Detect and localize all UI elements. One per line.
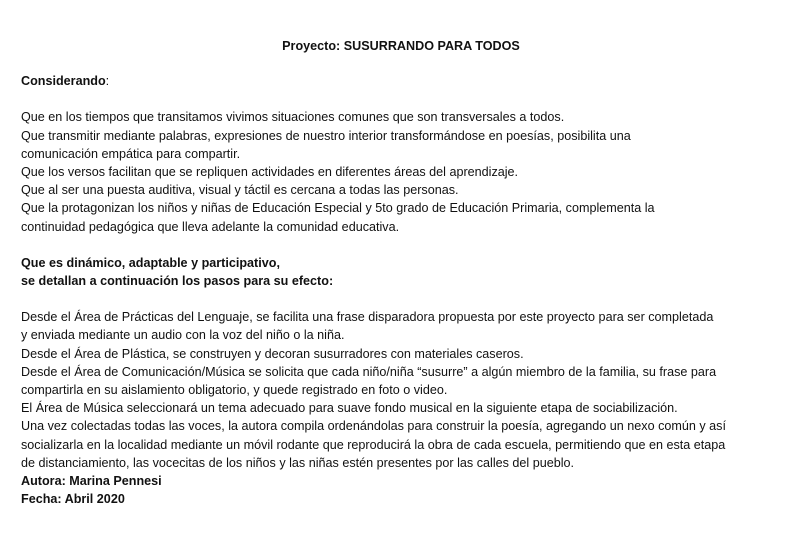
consideration-item: Que en los tiempos que transitamos vivimos situaciones comunes que son transversales a todos. <box>21 110 565 125</box>
consideration-item: Que la protagonizan los niños y niñas de Educación Especial y 5to grado de Educación Primaria, complementa la continuidad pedagógica que lleva adelante la comunidad educativa. <box>21 201 655 234</box>
step-item: Desde el Área de Plástica, se construyen y decoran susurradores con materiales caseros. <box>21 346 524 361</box>
considerando-label: Considerando <box>21 74 106 89</box>
steps-list <box>21 308 781 472</box>
step-item: Desde el Área de Comunicación/Música se solicita que cada niño/niña “susurre” a algún miembro de la familia, su frase para compartirla en su aislamiento obligatorio, y quede registrado en foto o video. <box>21 364 717 398</box>
summary-line: Que es dinámico, adaptable y participativo, <box>21 255 280 270</box>
spacer <box>21 90 781 108</box>
summary <box>21 254 781 290</box>
considerations-list <box>21 108 781 235</box>
date-line: Fecha: Abril 2020 <box>21 492 125 507</box>
spacer <box>21 236 781 254</box>
consideration-item: Que al ser una puesta auditiva, visual y táctil es cercana a todas las personas. <box>21 183 459 198</box>
step-item: Desde el Área de Prácticas del Lenguaje, se facilita una frase disparadora propuesta por este proyecto para ser completada y enviada mediante un audio con la voz del niño o la niña. <box>21 310 714 343</box>
considerando-colon: : <box>105 74 110 89</box>
step-item: Una vez colectadas todas las voces, la autora compila ordenándolas para construir la poesía, agregando un nexo común y así socializarla en la localidad mediante un móvil rodante que reproducirá la obra de cada escuela, permitiendo que en esta etapa de distanciamiento, las vocecitas de los niños y las niñas estén presentes por las calles del pueblo. <box>21 419 726 470</box>
spacer <box>21 290 781 308</box>
consideration-item: Que transmitir mediante palabras, expresiones de nuestro interior transformándose en poesías, posibilita una comunicación empática para compartir. <box>21 128 631 161</box>
author-line: Autora: Marina Pennesi <box>21 474 162 489</box>
considerando-heading <box>21 72 781 90</box>
step-item: El Área de Música seleccionará un tema adecuado para suave fondo musical en la siguiente etapa de sociabilización. <box>21 401 678 416</box>
document-title: Proyecto: SUSURRANDO PARA TODOS <box>282 39 520 53</box>
document <box>21 37 781 508</box>
consideration-item: Que los versos facilitan que se repliquen actividades en diferentes áreas del aprendizaje. <box>21 165 519 180</box>
summary-line: se detallan a continuación los pasos para su efecto: <box>21 274 334 289</box>
